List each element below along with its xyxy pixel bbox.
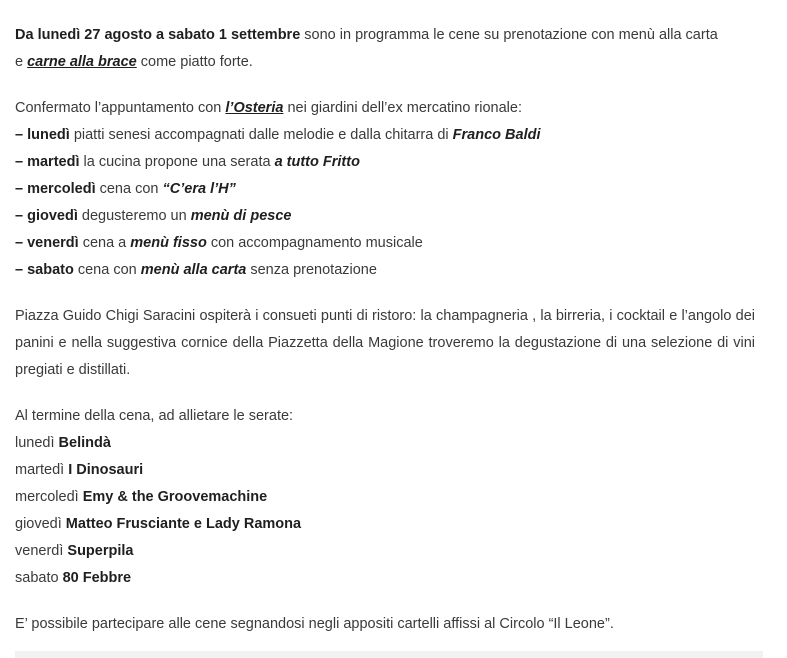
serate-intro: Al termine della cena, ad allietare le serate: [15, 408, 294, 424]
osteria-intro-post: nei giardini dell’ex mercatino rionale: [283, 100, 522, 116]
serata-thursday: giovedì Matteo Frusciante e Lady Ramona [15, 516, 302, 532]
osteria-item-saturday: – sabato cena con menù alla carta senza prenotazione [15, 262, 377, 278]
osteria-item-friday: – venerdì cena a menù fisso con accompagnamento musicale [15, 235, 423, 251]
intro-line2-post: come piatto forte. [136, 54, 253, 70]
serata-friday: venerdì Superpila [15, 543, 134, 559]
osteria-item-thursday: – giovedì degusteremo un menù di pesce [15, 208, 292, 224]
intro-date-range: Da lunedì 27 agosto a sabato 1 settembre [15, 27, 301, 43]
intro-paragraph [15, 22, 755, 76]
intro-line2-pre: e [15, 54, 28, 70]
serate-paragraph [15, 403, 755, 592]
osteria-paragraph [15, 95, 755, 284]
carne-alla-brace-link[interactable]: carne alla brace [27, 54, 137, 70]
osteria-item-monday: – lunedì piatti senesi accompagnati dalle melodie e dalla chitarra di Franco Baldi [15, 127, 541, 143]
article-body [15, 22, 755, 638]
serata-wednesday: mercoledì Emy & the Groovemachine [15, 489, 268, 505]
intro-text: sono in programma le cene su prenotazione con menù alla carta [300, 27, 718, 43]
osteria-intro-pre: Confermato l’appuntamento con [15, 100, 226, 116]
osteria-link[interactable]: l’Osteria [225, 100, 284, 116]
osteria-item-wednesday: – mercoledì cena con “C’era l’H” [15, 181, 236, 197]
serata-saturday: sabato 80 Febbre [15, 570, 132, 586]
serata-monday: lunedì Belindà [15, 435, 111, 451]
osteria-item-tuesday: – martedì la cucina propone una serata a tutto Fritto [15, 154, 360, 170]
piazza-paragraph: Piazza Guido Chigi Saracini ospiterà i consueti punti di ristoro: la champagneria , la birreria, i cocktail e l’angolo dei panini e nella suggestiva cornice della Piazzetta della Magione troveremo la degustazione di una selezione di vini pregiati e distillati. [15, 308, 755, 378]
bottom-divider-bar [15, 651, 763, 658]
footer-paragraph: E’ possibile partecipare alle cene segnandosi negli appositi cartelli affissi al Circolo “Il Leone”. [15, 616, 614, 632]
serata-tuesday: martedì I Dinosauri [15, 462, 144, 478]
